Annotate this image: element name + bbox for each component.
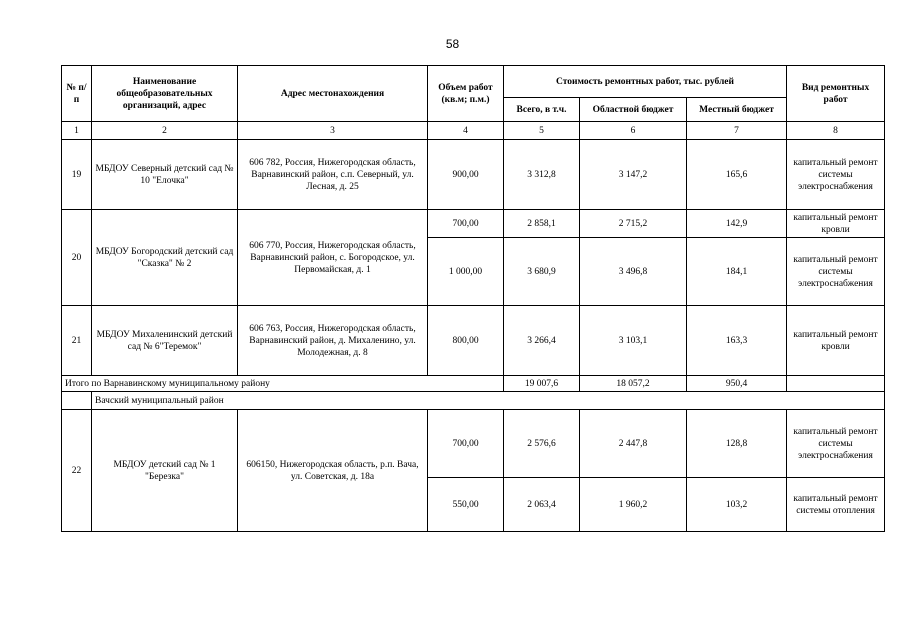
col-number: 7 bbox=[687, 122, 787, 140]
subtotal-local: 950,4 bbox=[687, 376, 787, 392]
repair-kind: капитальный ремонт системы электроснабжения bbox=[787, 238, 885, 306]
work-volume: 800,00 bbox=[428, 306, 504, 376]
col-number: 6 bbox=[580, 122, 687, 140]
cost-total: 3 266,4 bbox=[504, 306, 580, 376]
row-num: 21 bbox=[62, 306, 92, 376]
col-number: 2 bbox=[92, 122, 238, 140]
org-address: 606150, Нижегородская область, р.п. Вача, ул. Советская, д. 18а bbox=[238, 410, 428, 532]
org-name: МБДОУ детский сад № 1 "Березка" bbox=[92, 410, 238, 532]
work-volume: 550,00 bbox=[428, 478, 504, 532]
subtotal-kind bbox=[787, 376, 885, 392]
repair-kind: капитальный ремонт системы отопления bbox=[787, 478, 885, 532]
col-number: 1 bbox=[62, 122, 92, 140]
cost-regional: 2 447,8 bbox=[580, 410, 687, 478]
cost-total: 2 576,6 bbox=[504, 410, 580, 478]
cost-total: 3 312,8 bbox=[504, 140, 580, 210]
header-local: Местный бюджет bbox=[687, 98, 787, 122]
cost-regional: 1 960,2 bbox=[580, 478, 687, 532]
section-label: Вачский муниципальный район bbox=[92, 392, 885, 410]
table-row bbox=[62, 410, 885, 478]
repair-kind: капитальный ремонт системы электроснабжения bbox=[787, 410, 885, 478]
org-address: 606 782, Россия, Нижегородская область, Варнавинский район, с.п. Северный, ул. Лесная, д. 25 bbox=[238, 140, 428, 210]
header-cost: Стоимость ремонтных работ, тыс. рублей bbox=[504, 66, 787, 98]
section-num bbox=[62, 392, 92, 410]
cost-local: 165,6 bbox=[687, 140, 787, 210]
subtotal-regional: 18 057,2 bbox=[580, 376, 687, 392]
org-address: 606 770, Россия, Нижегородская область, Варнавинский район, с. Богородское, ул. Первомайская, д. 1 bbox=[238, 210, 428, 306]
header-volume: Объем работ (кв.м; п.м.) bbox=[428, 66, 504, 122]
cost-local: 103,2 bbox=[687, 478, 787, 532]
col-number: 4 bbox=[428, 122, 504, 140]
cost-total: 2 858,1 bbox=[504, 210, 580, 238]
cost-total: 3 680,9 bbox=[504, 238, 580, 306]
col-number: 8 bbox=[787, 122, 885, 140]
page-number: 58 bbox=[445, 37, 460, 51]
header-row bbox=[62, 66, 885, 98]
org-name: МБДОУ Богородский детский сад "Сказка" № 2 bbox=[92, 210, 238, 306]
row-num: 19 bbox=[62, 140, 92, 210]
header-kind: Вид ремонтных работ bbox=[787, 66, 885, 122]
repair-kind: капитальный ремонт кровли bbox=[787, 306, 885, 376]
col-number: 5 bbox=[504, 122, 580, 140]
table-row bbox=[62, 210, 885, 238]
repair-costs-table bbox=[61, 65, 885, 532]
work-volume: 700,00 bbox=[428, 410, 504, 478]
subtotal-label: Итого по Варнавинскому муниципальному району bbox=[62, 376, 504, 392]
cost-local: 184,1 bbox=[687, 238, 787, 306]
cost-regional: 3 147,2 bbox=[580, 140, 687, 210]
header-regional: Областной бюджет bbox=[580, 98, 687, 122]
work-volume: 900,00 bbox=[428, 140, 504, 210]
org-name: МБДОУ Северный детский сад № 10 "Елочка" bbox=[92, 140, 238, 210]
cost-local: 163,3 bbox=[687, 306, 787, 376]
col-number: 3 bbox=[238, 122, 428, 140]
cost-local: 142,9 bbox=[687, 210, 787, 238]
repair-kind: капитальный ремонт кровли bbox=[787, 210, 885, 238]
row-num: 22 bbox=[62, 410, 92, 532]
column-numbers-row bbox=[62, 122, 885, 140]
org-name: МБДОУ Михаленинский детский сад № 6"Теремок" bbox=[92, 306, 238, 376]
cost-regional: 3 496,8 bbox=[580, 238, 687, 306]
work-volume: 700,00 bbox=[428, 210, 504, 238]
section-row bbox=[62, 392, 885, 410]
header-total: Всего, в т.ч. bbox=[504, 98, 580, 122]
cost-regional: 2 715,2 bbox=[580, 210, 687, 238]
table-row bbox=[62, 140, 885, 210]
cost-local: 128,8 bbox=[687, 410, 787, 478]
header-name: Наименование общеобразовательных организаций, адрес bbox=[92, 66, 238, 122]
header-address: Адрес местонахождения bbox=[238, 66, 428, 122]
work-volume: 1 000,00 bbox=[428, 238, 504, 306]
subtotal-row bbox=[62, 376, 885, 392]
repair-kind: капитальный ремонт системы электроснабжения bbox=[787, 140, 885, 210]
row-num: 20 bbox=[62, 210, 92, 306]
subtotal-total: 19 007,6 bbox=[504, 376, 580, 392]
cost-total: 2 063,4 bbox=[504, 478, 580, 532]
org-address: 606 763, Россия, Нижегородская область, Варнавинский район, д. Михаленино, ул. Молодежная, д. 8 bbox=[238, 306, 428, 376]
cost-regional: 3 103,1 bbox=[580, 306, 687, 376]
table-row bbox=[62, 306, 885, 376]
header-num: № п/п bbox=[62, 66, 92, 122]
